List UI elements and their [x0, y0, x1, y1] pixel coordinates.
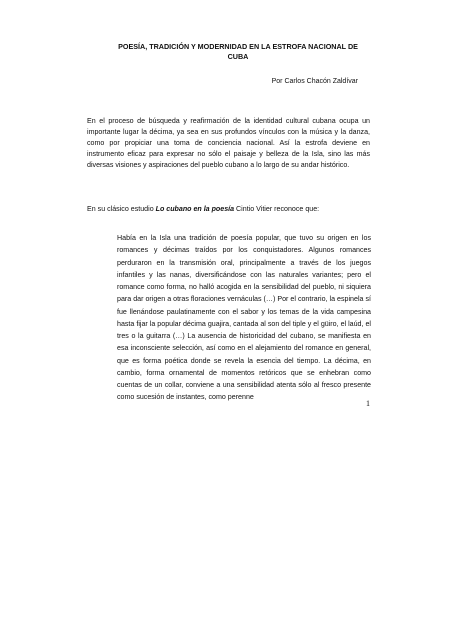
document-title: POESÍA, TRADICIÓN Y MODERNIDAD EN LA ESTROFA NACIONAL DE CUBA: [118, 42, 358, 61]
intro-paragraph: En el proceso de búsqueda y reafirmación de la identidad cultural cubana ocupa un importante lugar la décima, ya sea en sus profundos vínculos con la música y la danza, como por propiciar una toma de conciencia nacional. Así la estrofa deviene en instrumento eficaz para expresar no sólo el paisaje y belleza de la Isla, sino las más diversas visiones y aspiraciones del pueblo cubano a lo largo de su andar histórico.: [87, 117, 370, 170]
page-number: 1: [366, 399, 370, 408]
study-title: Lo cubano en la poesía: [155, 205, 235, 213]
block-quote: Había en la Isla una tradición de poesía popular, que tuvo su origen en los romances y décimas traídos por los conquistadores. Algunos romances perduraron en la transmisión oral, principalmente a través de los juegos infantiles y las nanas, diversificándose con las naturales variantes; pero el romance como forma, no halló acogida en la sensibilidad del pueblo, ni siquiera para dar origen a otras floraciones vernáculas (…) Por el contrario, la espinela sí fue llenándose paulatinamente con el sabor y los temas de la vida campesina hasta fijar la popular décima guajira, cantada al son del tiple y el güiro, el laúd, el tres o la guitarra (…) La ausencia de historicidad del cubano, se manifiesta en esa inconsciente selección, así como en el alejamiento del romance en general, que es forma poética donde se revela la esencia del tiempo. La décima, en cambio, forma ornamental de momentos retóricos que se enhebran como cuentas de un collar, conviene a una sensibilidad atenta sólo al fresco presente como sucesión de instantes, como perenne: [117, 234, 371, 402]
author-line: Por Carlos Chacón Zaldívar: [271, 78, 358, 85]
study-intro-before: En su clásico estudio: [87, 205, 156, 213]
study-intro-line: [87, 204, 370, 215]
study-intro-after: Cintio Vitier reconoce que:: [234, 205, 320, 213]
